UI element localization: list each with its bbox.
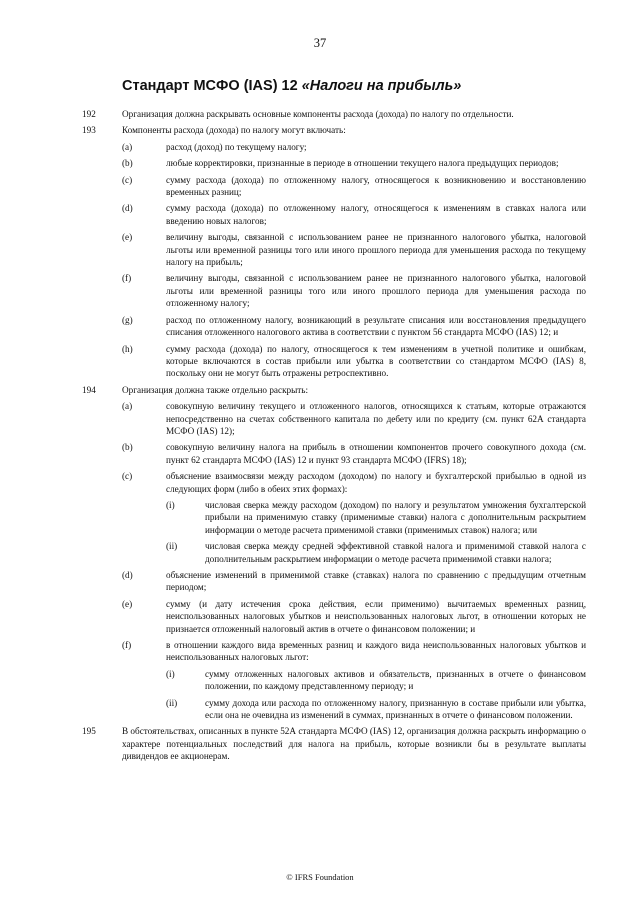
paragraph-text: Организация должна также отдельно раскрыть: [122, 384, 309, 395]
paragraph-number: 193 [82, 125, 96, 136]
item-label: (c) [122, 471, 133, 482]
item-text: совокупную величину налога на прибыль в отношении компонентов прочего совокупного дохода (см. пункт 62 стандарта МСФО (IAS) 12 и пункт 93 стандарта МСФО (IFRS) 18); [166, 442, 586, 465]
paragraph-192 [0, 108, 640, 120]
item-label: (e) [122, 232, 133, 243]
item-label: (d) [122, 203, 133, 214]
item-text: любые корректировки, признанные в периоде в отношении текущего налога предыдущих периодов; [166, 158, 559, 169]
list-item [0, 141, 640, 153]
sub-list-item [0, 697, 640, 722]
section-title [122, 78, 461, 94]
item-text: расход по отложенному налогу, возникающий в результате списания или восстановления предыдущего списания отложенного налогового актива в соответствии с пунктом 56 стандарта МСФО (IAS) 12; и [166, 314, 586, 338]
item-text: совокупную величину текущего и отложенного налогов, относящихся к статьям, которые отражаются непосредственно на счетах собственного капитала по дебету или по кредиту (см. пункт 62А стандарта МСФО (IAS) 12); [166, 401, 586, 436]
title-italic: «Налоги на прибыль» [301, 78, 462, 94]
item-text: в отношении каждого вида временных разниц и каждого вида неиспользованных налоговых убытков и неиспользованных налоговых льгот: [166, 640, 586, 663]
paragraph-text: Организация должна раскрывать основные компоненты расхода (дохода) по налогу по отдельности. [122, 109, 514, 119]
item-label: (ii) [166, 541, 178, 552]
item-text: сумму расхода (дохода) по отложенному налогу, относящегося к возникновению и восстановлению временных разниц; [166, 174, 586, 198]
title-prefix: Стандарт МСФО (IAS) 12 [122, 78, 302, 94]
item-label: (f) [122, 273, 132, 284]
item-label: (h) [122, 343, 133, 354]
item-label: (e) [122, 598, 133, 609]
list-item [0, 157, 640, 169]
sub-list-item [0, 668, 640, 693]
item-label: (f) [122, 640, 132, 651]
list-item [0, 569, 640, 594]
paragraph-text: Компоненты расхода (дохода) по налогу могут включать: [122, 125, 346, 136]
item-label: (b) [122, 442, 133, 453]
paragraph-number: 192 [82, 109, 96, 119]
copyright-footer: © IFRS Foundation [286, 872, 354, 882]
list-item [0, 343, 640, 380]
item-text: числовая сверка между расходом (доходом) по налогу и результатом умножения бухгалтерской прибыли на применимую ставку (применимые ставки) налога с дополнительным раскрытием информации о методе расчета применимой ставки (применимых ставок) налога; или [205, 499, 586, 535]
item-label: (d) [122, 570, 133, 580]
sub-list-item [0, 499, 640, 536]
item-label: (c) [122, 174, 133, 185]
list-item [0, 470, 640, 495]
list-item [0, 314, 640, 339]
list-item [0, 174, 640, 199]
item-text: величину выгоды, связанной с использованием ранее не признанного налогового убытка, налоговой льготы или временной разницы того или иного прошлого периода для уменьшения расхода по отложенному налогу; [166, 273, 586, 309]
sub-list-item [0, 540, 640, 565]
item-text: величину выгоды, связанной с использованием ранее не признанного налогового убытка, налоговой льготы или временной разницы того или иного прошлого периода для уменьшения расхода по текущему налогу на прибыль; [166, 232, 586, 268]
document-body [0, 108, 640, 767]
item-text: числовая сверка между средней эффективной ставкой налога и применимой ставкой налога с дополнительным раскрытием информации о методе расчета применимой ставки налога; [205, 541, 586, 564]
list-item [0, 400, 640, 437]
list-item [0, 639, 640, 664]
item-label: (a) [122, 401, 133, 412]
paragraph-194 [0, 384, 640, 396]
item-label: (i) [166, 668, 175, 679]
item-text: объяснение изменений в применимой ставке (ставках) налога по сравнению с предыдущим отчетным периодом; [166, 570, 586, 593]
item-text: сумму расхода (дохода) по налогу, относящегося к тем изменениям в учетной политике и ошибкам, которые включаются в состав прибыли или убытка в соответствии со стандартом МСФО (IAS) 8, поскольку они не могут быть отражены ретроспективно. [166, 343, 586, 379]
item-label: (g) [122, 314, 133, 325]
list-item [0, 272, 640, 309]
paragraph-193 [0, 124, 640, 136]
item-text: сумму (и дату истечения срока действия, если применимо) вычитаемых временных разниц, неиспользованных налоговых убытков и неиспользованных налоговых льгот, в отношении которых не признается отложенный налоговый актив в отчете о финансовом положении; и [166, 598, 586, 634]
item-text: сумму отложенных налоговых активов и обязательств, признанных в отчете о финансовом положении, по каждому представленному периоду; и [205, 668, 586, 692]
list-item [0, 441, 640, 466]
item-label: (a) [122, 141, 133, 152]
item-label: (b) [122, 158, 133, 169]
paragraph-195 [0, 725, 640, 762]
item-text: объяснение взаимосвязи между расходом (доходом) по налогу и бухгалтерской прибылью в одной из следующих форм (либо в обеих этих формах): [166, 471, 586, 494]
list-item [0, 598, 640, 635]
paragraph-number: 194 [82, 384, 96, 395]
item-text: сумму дохода или расхода по отложенному налогу, признанную в составе прибыли или убытка, если она не очевидна из изменений в суммах, признанных в отчете о финансовом положении. [205, 697, 586, 721]
item-label: (i) [166, 499, 175, 510]
list-item [0, 202, 640, 227]
page-number: 37 [313, 36, 327, 50]
paragraph-text: В обстоятельствах, описанных в пункте 52А стандарта МСФО (IAS) 12, организация должна раскрыть информацию о характере потенциальных последствий для налога на прибыль, которые возникли бы в результате выплаты дивидендов ее акционерам. [122, 726, 586, 762]
list-item [0, 231, 640, 268]
paragraph-number: 195 [82, 726, 96, 737]
item-text: расход (доход) по текущему налогу; [166, 141, 307, 152]
item-label: (ii) [166, 697, 178, 708]
item-text: сумму расхода (дохода) по отложенному налогу, относящегося к изменениям в ставках налога или введению новых налогов; [166, 203, 586, 226]
